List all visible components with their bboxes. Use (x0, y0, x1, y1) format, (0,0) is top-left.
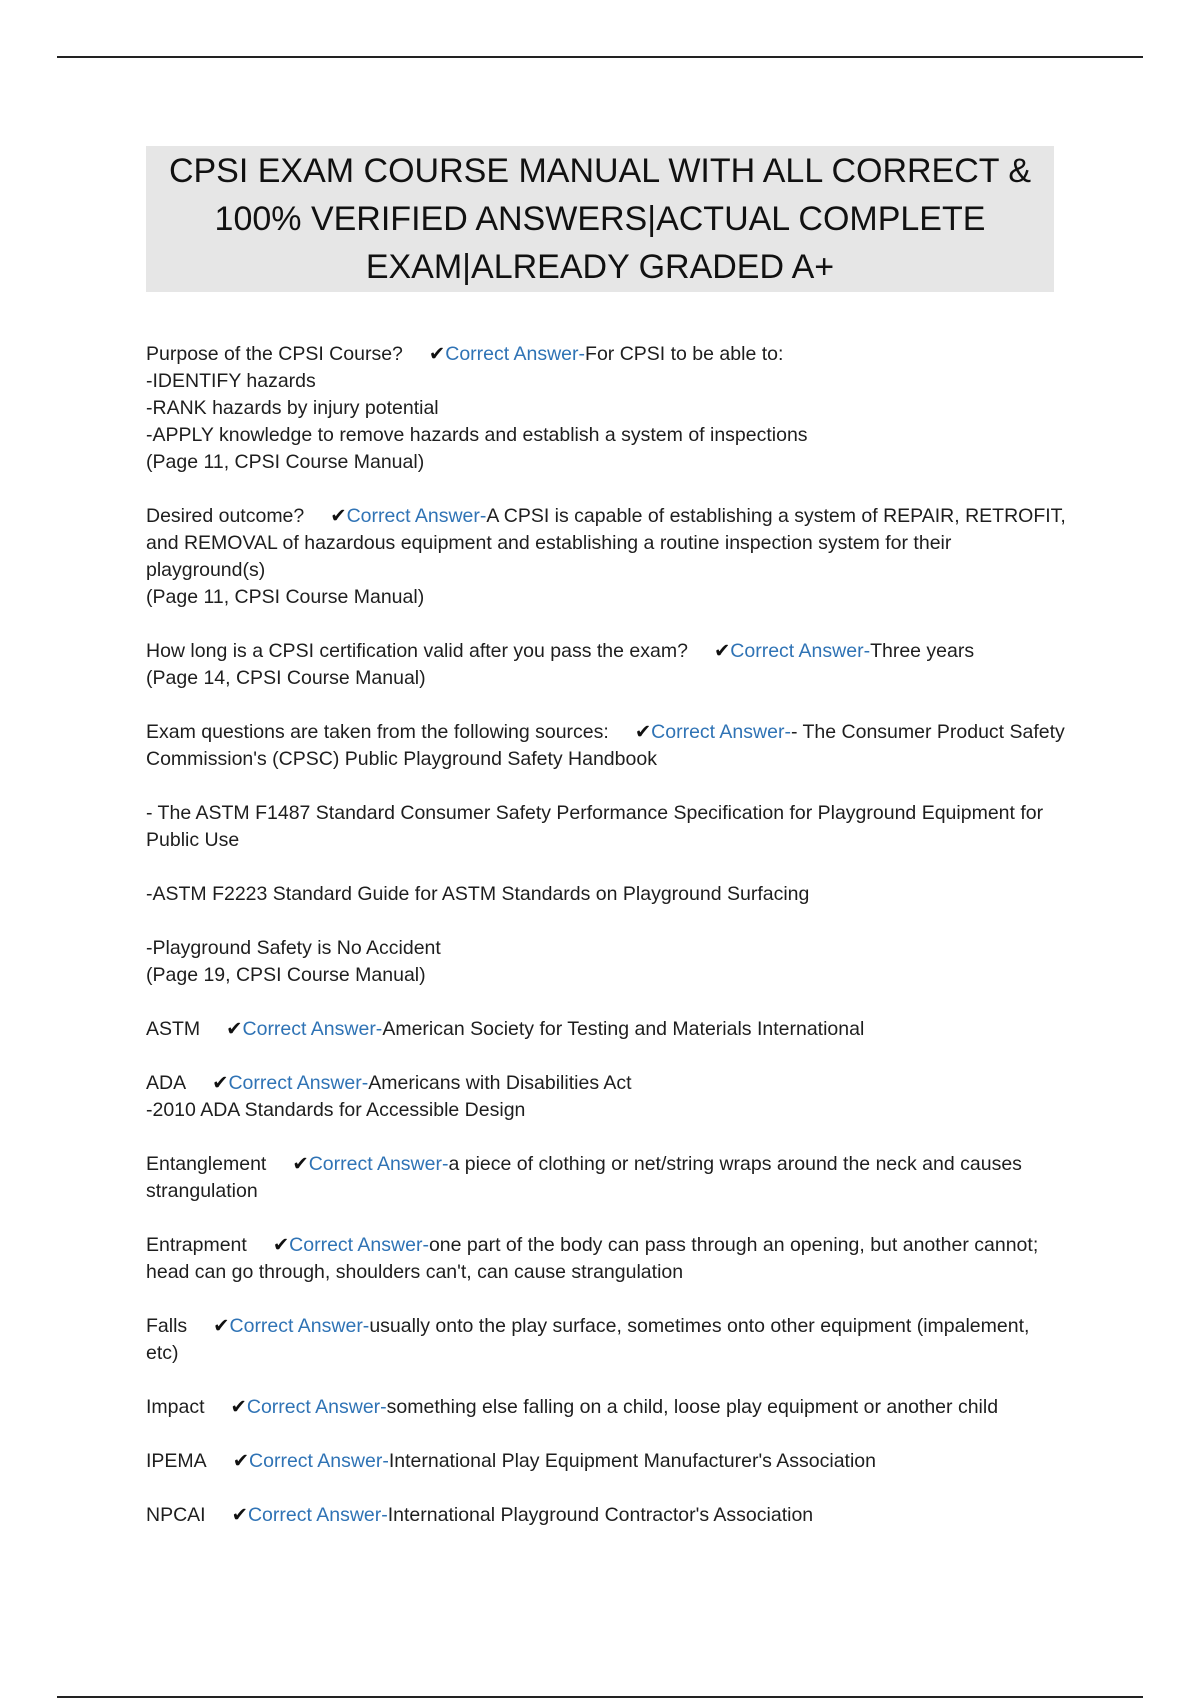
correct-answer-label: Correct Answer- (346, 505, 487, 527)
correct-answer-label: Correct Answer- (289, 1234, 429, 1256)
checkmark-icon: ✔ (330, 505, 347, 527)
question-text: ADA (146, 1072, 187, 1094)
checkmark-icon: ✔ (232, 1450, 250, 1472)
answer-text: Three years (870, 640, 975, 662)
correct-answer-label: Correct Answer- (651, 721, 791, 743)
title-banner (146, 146, 1054, 292)
document-title: CPSI EXAM COURSE MANUAL WITH ALL CORRECT & 100% VERIFIED ANSWERS|ACTUAL COMPLETE EXAM|ALREADY GRADED A+ (168, 152, 1032, 286)
qa-item (146, 503, 1072, 611)
answer-text: usually onto the play surface, sometimes onto other equipment (impalement, etc) (146, 1315, 1035, 1364)
checkmark-icon: ✔ (230, 1396, 247, 1418)
answer-text: one part of the body can pass through an opening, but another cannot; head can go through, shoulders can't, can cause strangulation (146, 1234, 1044, 1283)
answer-text: Americans with Disabilities Act (368, 1072, 632, 1094)
checkmark-icon: ✔ (272, 1234, 290, 1256)
question-text: How long is a CPSI certification valid after you pass the exam? (146, 640, 688, 662)
question-text: ASTM (146, 1018, 201, 1040)
qa-item (146, 1016, 1066, 1043)
answer-text: International Playground Contractor's Association (387, 1504, 814, 1526)
answer-text: American Society for Testing and Materials International (382, 1018, 865, 1040)
correct-answer-label: Correct Answer- (445, 343, 586, 365)
checkmark-icon: ✔ (213, 1315, 230, 1337)
checkmark-icon: ✔ (634, 721, 652, 743)
answer-text: For CPSI to be able to: (585, 343, 784, 365)
correct-answer-label: Correct Answer- (229, 1315, 370, 1337)
question-text: Exam questions are taken from the following sources: (146, 721, 609, 743)
checkmark-icon: ✔ (226, 1018, 243, 1040)
checkmark-icon: ✔ (428, 343, 446, 365)
question-text: Entanglement (146, 1153, 267, 1175)
question-text: IPEMA (146, 1450, 207, 1472)
checkmark-icon: ✔ (212, 1072, 229, 1094)
correct-answer-label: Correct Answer- (308, 1153, 449, 1175)
answer-continuation: (Page 11, CPSI Course Manual) (146, 586, 425, 608)
answer-text: A CPSI is capable of establishing a system of REPAIR, RETROFIT, and REMOVAL of hazardous equipment and establishing a routine inspection system for their playground(s) (146, 505, 1072, 581)
answer-text: something else falling on a child, loose play equipment or another child (386, 1396, 999, 1418)
correct-answer-label: Correct Answer- (249, 1450, 389, 1472)
question-text: Purpose of the CPSI Course? (146, 343, 403, 365)
checkmark-icon: ✔ (231, 1504, 248, 1526)
correct-answer-label: Correct Answer- (242, 1018, 383, 1040)
checkmark-icon: ✔ (292, 1153, 309, 1175)
qa-list (146, 341, 1072, 1556)
question-text: Impact (146, 1396, 205, 1418)
qa-item (146, 1070, 1066, 1124)
question-text: NPCAI (146, 1504, 206, 1526)
answer-continuation: (Page 14, CPSI Course Manual) (146, 667, 426, 689)
correct-answer-label: Correct Answer- (246, 1396, 387, 1418)
correct-answer-label: Correct Answer- (247, 1504, 388, 1526)
qa-item (146, 1448, 1066, 1475)
qa-item (146, 341, 1066, 476)
correct-answer-label: Correct Answer- (730, 640, 871, 662)
qa-item (146, 1394, 1066, 1421)
answer-text: a piece of clothing or net/string wraps around the neck and causes strangulation (146, 1153, 1028, 1202)
answer-continuation: - The ASTM F1487 Standard Consumer Safety Performance Specification for Playground Equipment for Public Use -ASTM F2223 Standard Guide for ASTM Standards on Playground Surfacing -Playground Safety is No Accident (Page 19, CPSI Course Manual) (146, 802, 1044, 986)
answer-continuation: -2010 ADA Standards for Accessible Design (146, 1099, 526, 1121)
question-text: Entrapment (146, 1234, 247, 1256)
top-rule (57, 56, 1143, 58)
qa-item (146, 1313, 1066, 1367)
answer-continuation: -IDENTIFY hazards -RANK hazards by injury potential -APPLY knowledge to remove hazards and establish a system of inspections (Page 11, CPSI Course Manual) (146, 370, 808, 473)
checkmark-icon: ✔ (713, 640, 731, 662)
qa-item (146, 638, 1066, 692)
qa-item (146, 1151, 1066, 1205)
question-text: Falls (146, 1315, 188, 1337)
answer-text: International Play Equipment Manufacturer's Association (388, 1450, 876, 1472)
qa-item (146, 1232, 1066, 1286)
qa-item (146, 1502, 1066, 1529)
bottom-rule (57, 1696, 1143, 1698)
answer-text: - The Consumer Product Safety Commission's (CPSC) Public Playground Safety Handbook (146, 721, 1071, 770)
question-text: Desired outcome? (146, 505, 305, 527)
qa-item (146, 719, 1071, 989)
correct-answer-label: Correct Answer- (228, 1072, 369, 1094)
